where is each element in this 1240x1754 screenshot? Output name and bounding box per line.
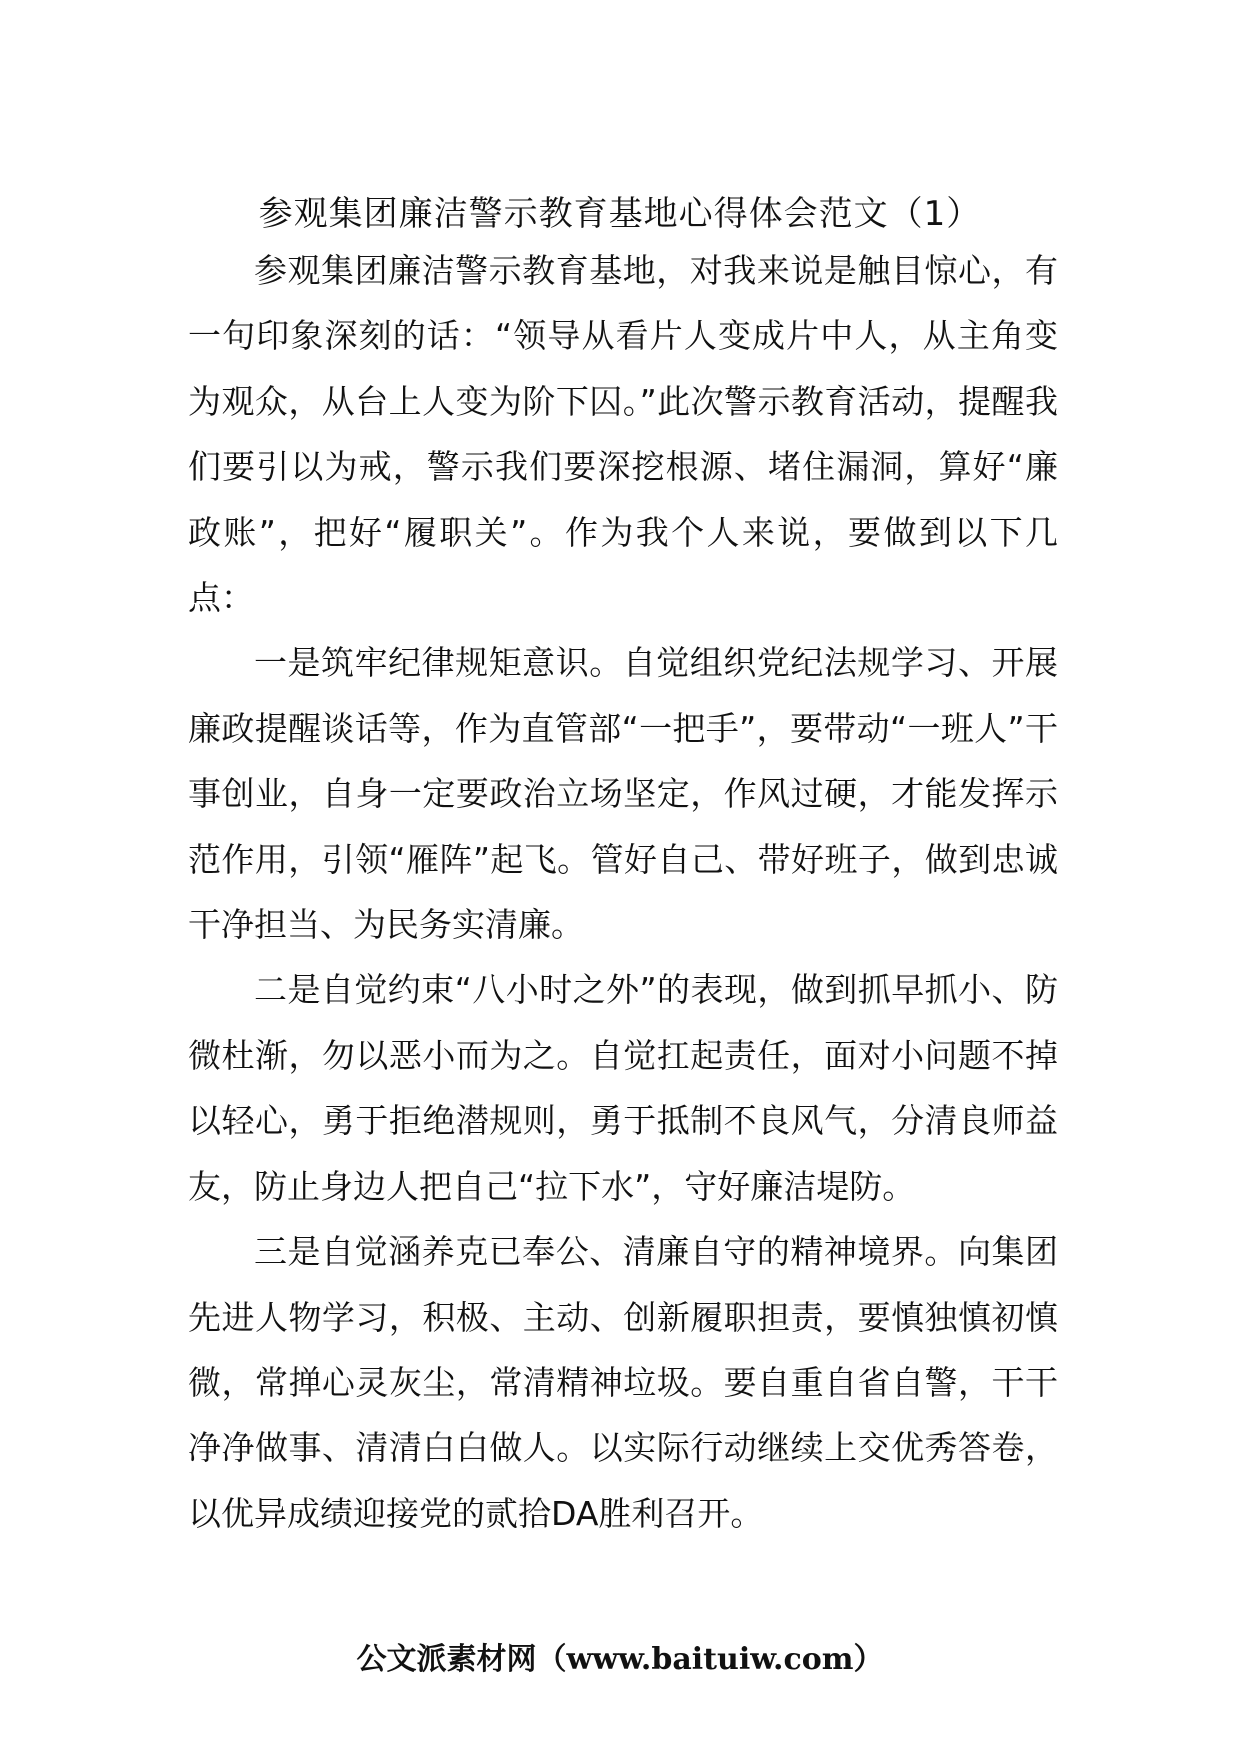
paragraph-point-three: 三是自觉涵养克已奉公、清廉自守的精神境界。向集团先进人物学习，积极、主动、创新履职担责，要慎独慎初慎微，常掸心灵灰尘，常清精神垃圾。要自重自省自警，干干净净做事、清清白白做人。以实际行动继续上交优秀答卷，以优异成绩迎接党的贰拾DA胜利召开。 [188, 1232, 1058, 1533]
document-title: 参观集团廉洁警示教育基地心得体会范文（1） [258, 194, 982, 234]
paragraph-point-one: 一是筑牢纪律规矩意识。自觉组织党纪法规学习、开展廉政提醒谈话等，作为直管部“一把手”，要带动“一班人”干事创业，自身一定要政治立场坚定，作风过硬，才能发挥示范作用，引领“雁阵”起飞。管好自己、带好班子，做到忠诚干净担当、为民务实清廉。 [188, 643, 1058, 945]
paragraph-point-two: 二是自觉约束“八小时之外”的表现，做到抓早抓小、防微杜渐，勿以恶小而为之。自觉扛起责任，面对小问题不掉以轻心，勇于拒绝潜规则，勇于抵制不良风气，分清良师益友，防止身边人把自己“拉下水”，守好廉洁堤防。 [188, 970, 1058, 1206]
document-body [188, 238, 1058, 1546]
paragraph-intro: 参观集团廉洁警示教育基地，对我来说是触目惊心，有一句印象深刻的话：“领导从看片人变成片中人，从主角变为观众，从台上人变为阶下囚。”此次警示教育活动，提醒我们要引以为戒，警示我们要深挖根源、堵住漏洞，算好“廉政账”，把好“履职关”。作为我个人来说，要做到以下几点： [188, 251, 1058, 618]
source-footer: 公文派素材网（www.baituiw.com） [356, 1642, 884, 1677]
